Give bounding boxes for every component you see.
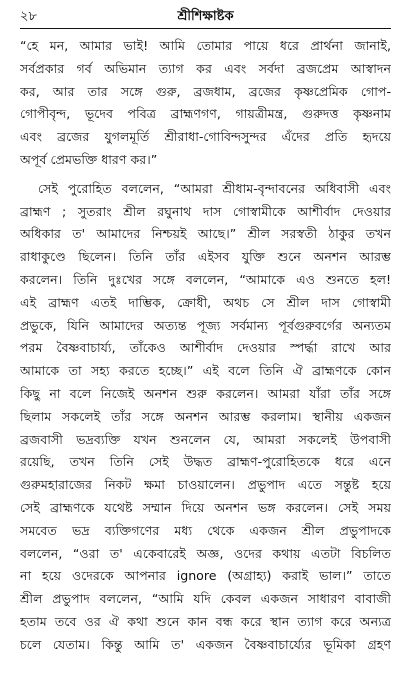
text-line: ব্রাহ্মণ ; সুতরাং শ্রীল রঘুনাথ দাস গোস্বামীকে আশীর্বাদ দেওয়ার <box>20 203 391 219</box>
body-paragraph <box>20 178 391 657</box>
text-line: অপূর্ব প্রেমভক্তি ধারণ কর।” <box>20 151 158 167</box>
text-line: এবং ব্রজের যুগলমূর্তি শ্রীরাধা-গোবিন্দসুন্দর এঁদের প্রতি হৃদয়ে <box>20 129 391 145</box>
text-line: ছিলাম সকলেই তাঁর সঙ্গে অনশন আরম্ভ করলাম। স্থানীয় একজন <box>20 408 391 424</box>
text-line: সমবেত ভদ্র ব্যক্তিগণের মধ্য থেকে একজন শ্রীল প্রভুপাদকে <box>20 522 391 538</box>
text-line: চলে যেতাম। কিন্তু আমি ত' একজন বৈষ্ণবাচার্য্যের ভূমিকা গ্রহণ <box>20 636 391 652</box>
text-line: ব্রজবাসী ভদ্রব্যক্তি যখন শুনলেন যে, আমরা সকলেই উপবাসী <box>20 431 391 447</box>
page-number: ২৮ <box>20 9 37 24</box>
text-line: “হে মন, আমার ভাই! আমি তোমার পায়ে ধরে প্রার্থনা জানাই, <box>20 38 391 53</box>
text-line: প্রভুকে, যিনি আমাদের অত্যন্ত পূজ্য সর্বমান্য পূর্বগুরুবর্গের অন্যতম <box>20 317 391 333</box>
text-line: না হয়ে ওদেরকে আপনার ignore (অগ্রাহ্য) করাই ভাল।” তাতে <box>20 568 391 584</box>
text-line: কর, আর তার সঙ্গে গুরু, ব্রজধাম, ব্রজের কৃষ্ণপ্রেমিক গোপ- <box>20 83 391 99</box>
verse-translation-paragraph <box>20 35 391 172</box>
running-title: শ্রীশিক্ষাষ্টক <box>177 9 234 24</box>
text-line: সেই ব্রাহ্মণকে যথেষ্ট সম্মান দিয়ে অনশন ভঙ্গ করলেন। সেই সময় <box>20 499 391 515</box>
text-line: রাধাকুণ্ডে ছিলেন। তিনি তাঁর এইসব যুক্তি শুনে অনশন আরম্ভ <box>20 249 391 265</box>
text-line: গুরুমহারাজের নিকট ক্ষমা চাওয়ালেন। প্রভুপাদ এতে সন্তুষ্ট হয়ে <box>20 477 391 493</box>
text-line: আমাকে তা সহ্য করতে হচ্ছে।” এই বলে তিনি ঐ ব্রাহ্মণকে কোন <box>20 363 391 379</box>
page-header <box>20 8 391 29</box>
text-line: পরম বৈষ্ণবাচার্য্য, তাঁকেও আশীর্বাদ দেওয়ার স্পর্দ্ধা রাখে আর <box>20 340 391 356</box>
text-line: হতাম তবে ওর ঐ কথা শুনে কান বন্ধ করে স্থান ত্যাগ করে অন্যত্র <box>20 613 391 629</box>
text-line: সর্বপ্রকার গর্ব অভিমান ত্যাগ কর এবং সর্বদা ব্রজপ্রেম আস্বাদন <box>20 60 391 76</box>
text-line: শ্রীল প্রভুপাদ বললেন, “আমি যদি কেবল একজন সাধারণ বাবাজী <box>20 591 391 607</box>
text-line: অধিকার ত' আমাদের নিশ্চয়ই আছে।” শ্রীল সরস্বতী ঠাকুর তখন <box>20 226 391 242</box>
text-line: এই ব্রাহ্মণ এতই দাম্ভিক, ক্রোধী, অথচ সে শ্রীল দাস গোস্বামী <box>20 294 391 310</box>
text-line: করলেন। তিনি দুঃখের সঙ্গে বললেন, “আমাকে এও শুনতে হল! <box>20 271 391 287</box>
text-line: গোপীবৃন্দ, ভূদেব পবিত্র ব্রাহ্মণগণ, গায়ত্রীমন্ত্র, গুরুদত্ত কৃষ্ণনাম <box>20 106 391 122</box>
text-line: সেই পুরোহিত বললেন, “আমরা শ্রীধাম-বৃন্দাবনের অধিবাসী এবং <box>38 180 391 196</box>
text-line: বললেন, “ওরা ত' একেবারেই অজ্ঞ, ওদের কথায় এতটা বিচলিত <box>20 545 391 561</box>
text-line: কিছু না বলে নিজেই অনশন শুরু করলেন। আমরা যাঁরা তাঁর সঙ্গে <box>20 385 391 401</box>
text-line: রয়েছি, তখন তিনি সেই উদ্ধত ব্রাহ্মণ-পুরোহিতকে ধরে এনে <box>20 454 391 470</box>
